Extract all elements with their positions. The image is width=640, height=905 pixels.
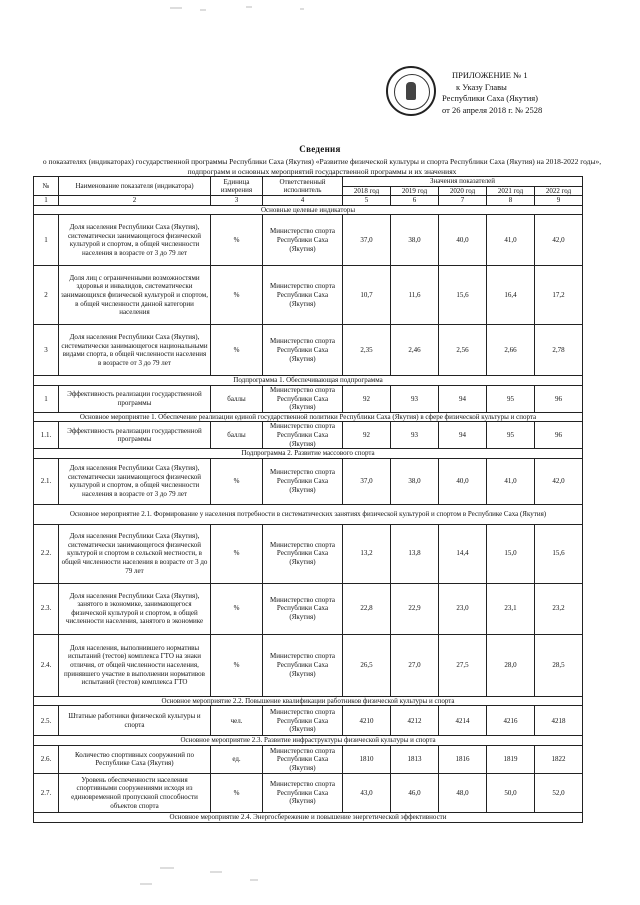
section-heading: Основное мероприятие 2.2. Повышение квалификации работников физической культуры и спорта: [34, 696, 583, 706]
col-number: 4: [263, 196, 343, 206]
row-value: 2,66: [487, 325, 535, 376]
row-value: 22,9: [391, 583, 439, 634]
row-value: 1816: [439, 745, 487, 773]
row-value: 48,0: [439, 773, 487, 812]
row-name: Эффективность реализации государственной программы: [59, 385, 211, 412]
row-value: 96: [535, 422, 583, 449]
row-num: 1: [34, 215, 59, 266]
row-value: 2,56: [439, 325, 487, 376]
row-executor: Министерство спорта Республики Саха (Якутия): [263, 634, 343, 696]
row-value: 4212: [391, 706, 439, 736]
row-value: 41,0: [487, 458, 535, 504]
row-executor: Министерство спорта Республики Саха (Якутия): [263, 385, 343, 412]
row-value: 94: [439, 385, 487, 412]
row-num: 1.1.: [34, 422, 59, 449]
row-executor: Министерство спорта Республики Саха (Якутия): [263, 215, 343, 266]
row-value: 43,0: [343, 773, 391, 812]
section-heading: Подпрограмма 2. Развитие массового спорта: [34, 449, 583, 459]
row-value: 22,8: [343, 583, 391, 634]
official-seal: [386, 66, 436, 116]
year-2022: 2022 год: [535, 186, 583, 196]
row-value: 93: [391, 422, 439, 449]
col-number: 5: [343, 196, 391, 206]
section-heading: Основное мероприятие 1. Обеспечение реализации единой государственной политики Республики Саха (Якутия) в сфере физической культуры и спорта: [34, 412, 583, 422]
appendix-block: [442, 70, 632, 116]
row-value: 23,0: [439, 583, 487, 634]
row-value: 37,0: [343, 215, 391, 266]
appendix-line: ПРИЛОЖЕНИЕ № 1: [452, 70, 528, 80]
indicators-table: [33, 176, 583, 823]
row-num: 2.1.: [34, 458, 59, 504]
header-name: Наименование показателя (индикатора): [59, 177, 211, 196]
row-unit: %: [211, 524, 263, 583]
row-value: 41,0: [487, 215, 535, 266]
row-value: 13,2: [343, 524, 391, 583]
row-executor: Министерство спорта Республики Саха (Якутия): [263, 458, 343, 504]
row-name: Штатные работники физической культуры и спорта: [59, 706, 211, 736]
row-value: 17,2: [535, 266, 583, 325]
row-unit: %: [211, 215, 263, 266]
row-value: 40,0: [439, 215, 487, 266]
row-unit: %: [211, 634, 263, 696]
row-executor: Министерство спорта Республики Саха (Якутия): [263, 422, 343, 449]
row-value: 23,2: [535, 583, 583, 634]
row-value: 93: [391, 385, 439, 412]
row-value: 14,4: [439, 524, 487, 583]
col-number: 8: [487, 196, 535, 206]
row-num: 2: [34, 266, 59, 325]
row-unit: баллы: [211, 422, 263, 449]
table-row: [34, 385, 583, 412]
appendix-line: Республики Саха (Якутия): [442, 93, 539, 103]
row-unit: ед.: [211, 745, 263, 773]
row-num: 2.2.: [34, 524, 59, 583]
header-unit: Единица измерения: [211, 177, 263, 196]
row-executor: Министерство спорта Республики Саха (Якутия): [263, 583, 343, 634]
document-title: Сведения: [299, 144, 341, 154]
table-row: [34, 458, 583, 504]
row-value: 50,0: [487, 773, 535, 812]
table-row: [34, 706, 583, 736]
year-2018: 2018 год: [343, 186, 391, 196]
row-value: 95: [487, 385, 535, 412]
row-value: 92: [343, 385, 391, 412]
row-name: Количество спортивных сооружений по Республике Саха (Якутия): [59, 745, 211, 773]
row-executor: Министерство спорта Республики Саха (Якутия): [263, 773, 343, 812]
table-row: [34, 773, 583, 812]
row-value: 28,5: [535, 634, 583, 696]
row-name: Доля лиц с ограниченными возможностями здоровья и инвалидов, систематически занимающихся физической культурой и спортом, в общей численности данной категории населения: [59, 266, 211, 325]
col-number: 1: [34, 196, 59, 206]
row-num: 3: [34, 325, 59, 376]
appendix-line: к Указу Главы: [456, 81, 507, 92]
row-executor: Министерство спорта Республики Саха (Якутия): [263, 524, 343, 583]
row-unit: баллы: [211, 385, 263, 412]
row-name: Уровень обеспеченности населения спортивными сооружениями исходя из единовременной пропускной способности объектов спорта: [59, 773, 211, 812]
row-num: 2.4.: [34, 634, 59, 696]
row-name: Доля населения Республики Саха (Якутия), систематически занимающегося физической культурой и спортом, в общей численности населения в возрасте от 3 до 79 лет: [59, 215, 211, 266]
row-value: 1819: [487, 745, 535, 773]
row-value: 37,0: [343, 458, 391, 504]
row-value: 1813: [391, 745, 439, 773]
section-heading: Основное мероприятие 2.3. Развитие инфраструктуры физической культуры и спорта: [34, 736, 583, 746]
row-name: Эффективность реализации государственной программы: [59, 422, 211, 449]
row-value: 1822: [535, 745, 583, 773]
row-value: 27,5: [439, 634, 487, 696]
row-unit: %: [211, 583, 263, 634]
table-row: [34, 634, 583, 696]
section-heading: Подпрограмма 1. Обеспечивающая подпрограмма: [34, 376, 583, 386]
row-executor: Министерство спорта Республики Саха (Якутия): [263, 745, 343, 773]
year-2019: 2019 год: [391, 186, 439, 196]
header-executor: Ответственный исполнитель: [263, 177, 343, 196]
table-row: [34, 422, 583, 449]
header-values: Значения показателей: [343, 177, 583, 187]
row-num: 1: [34, 385, 59, 412]
row-name: Доля населения Республики Саха (Якутия), систематически занимающегося национальными видами спорта, в общей численности населения в возрасте от 3 до 79 лет: [59, 325, 211, 376]
row-value: 92: [343, 422, 391, 449]
row-executor: Министерство спорта Республики Саха (Якутия): [263, 266, 343, 325]
row-num: 2.7.: [34, 773, 59, 812]
row-value: 4210: [343, 706, 391, 736]
row-value: 38,0: [391, 458, 439, 504]
row-value: 94: [439, 422, 487, 449]
year-2021: 2021 год: [487, 186, 535, 196]
row-value: 28,0: [487, 634, 535, 696]
col-number: 6: [391, 196, 439, 206]
row-value: 42,0: [535, 215, 583, 266]
row-value: 13,8: [391, 524, 439, 583]
row-num: 2.3.: [34, 583, 59, 634]
row-name: Доля населения Республики Саха (Якутия), занятого в экономике, занимающегося физической культурой и спортом, в общей численности населения, занятого в экономике: [59, 583, 211, 634]
header-num: №: [34, 177, 59, 196]
row-value: 10,7: [343, 266, 391, 325]
appendix-line: от 26 апреля 2018 г. № 2528: [442, 104, 543, 115]
header-row: [34, 177, 583, 187]
row-value: 2,78: [535, 325, 583, 376]
row-value: 40,0: [439, 458, 487, 504]
row-value: 23,1: [487, 583, 535, 634]
section-heading: Основное мероприятие 2.1. Формирование у населения потребности в систематических занятиях физической культурой и спортом в Республике Саха (Якутия): [34, 504, 583, 524]
row-value: 26,5: [343, 634, 391, 696]
row-value: 42,0: [535, 458, 583, 504]
column-numbers-row: [34, 196, 583, 206]
row-unit: %: [211, 325, 263, 376]
row-value: 2,46: [391, 325, 439, 376]
section-heading: Основные целевые индикаторы: [34, 205, 583, 215]
table-row: [34, 266, 583, 325]
row-value: 16,4: [487, 266, 535, 325]
row-num: 2.5.: [34, 706, 59, 736]
row-value: 4216: [487, 706, 535, 736]
table-row: [34, 524, 583, 583]
row-value: 2,35: [343, 325, 391, 376]
row-executor: Министерство спорта Республики Саха (Якутия): [263, 325, 343, 376]
row-value: 52,0: [535, 773, 583, 812]
row-value: 38,0: [391, 215, 439, 266]
row-value: 15,6: [439, 266, 487, 325]
row-num: 2.6.: [34, 745, 59, 773]
row-value: 11,6: [391, 266, 439, 325]
row-name: Доля населения, выполнившего нормативы испытаний (тестов) комплекса ГТО на знаки отличия, от общей численности населения, принявшего участие в выполнении нормативов испытаний (тестов) комплекса ГТО: [59, 634, 211, 696]
row-unit: %: [211, 773, 263, 812]
table-row: [34, 583, 583, 634]
table-row: [34, 215, 583, 266]
year-2020: 2020 год: [439, 186, 487, 196]
row-value: 4218: [535, 706, 583, 736]
row-value: 96: [535, 385, 583, 412]
col-number: 2: [59, 196, 211, 206]
section-heading: Основное мероприятие 2.4. Энергосбережение и повышение энергетической эффективности: [34, 812, 583, 822]
row-value: 4214: [439, 706, 487, 736]
row-name: Доля населения Республики Саха (Якутия), систематически занимающегося физической культурой и спортом, в общей численности населения в возрасте от 3 до 79 лет: [59, 458, 211, 504]
document-subtitle: о показателях (индикаторах) государственной программы Республики Саха (Якутия) «Развитие физической культуры и спорта Республики Саха (Якутия) на 2018-2022 годы», подпрограмм и основных мероприятий государственной программы и их значениях: [42, 157, 602, 176]
row-unit: чел.: [211, 706, 263, 736]
row-value: 95: [487, 422, 535, 449]
table-row: [34, 325, 583, 376]
row-name: Доля населения Республики Саха (Якутия), систематически занимающегося физической культурой и спортом в сельской местности, в общей численности населения в возрасте от 3 до 79 лет: [59, 524, 211, 583]
row-value: 15,0: [487, 524, 535, 583]
row-unit: %: [211, 458, 263, 504]
table-row: [34, 745, 583, 773]
row-executor: Министерство спорта Республики Саха (Якутия): [263, 706, 343, 736]
row-value: 15,6: [535, 524, 583, 583]
row-value: 27,0: [391, 634, 439, 696]
row-value: 1810: [343, 745, 391, 773]
col-number: 9: [535, 196, 583, 206]
col-number: 3: [211, 196, 263, 206]
row-unit: %: [211, 266, 263, 325]
col-number: 7: [439, 196, 487, 206]
row-value: 46,0: [391, 773, 439, 812]
